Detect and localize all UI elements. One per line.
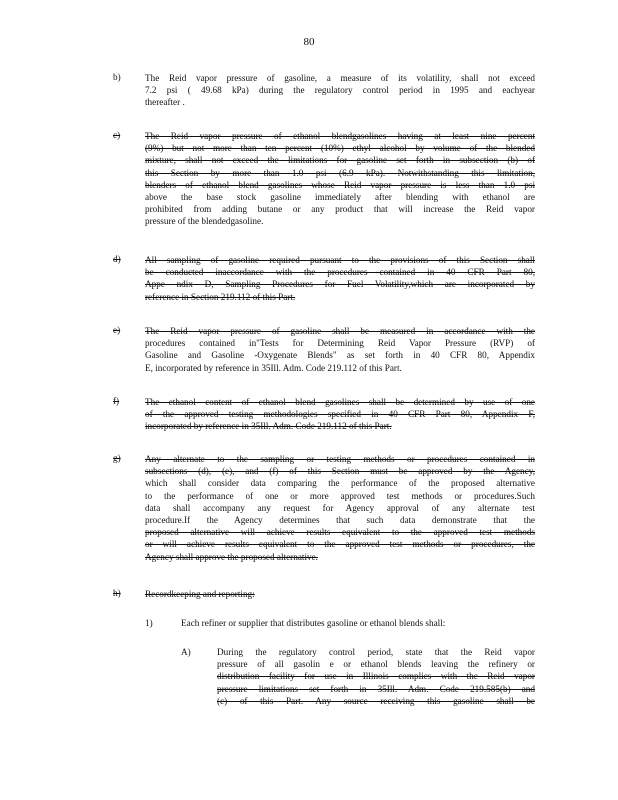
text-line: During the regulatory control period, state that the Reid vapor (217, 647, 535, 657)
deleted-text-line: Appe ndix D, Sampling Procedures for Fuel Volatility,which are incorporated by (145, 279, 535, 290)
deleted-text-line: Any alternate to the sampling or testing methods or procedures contained in (145, 454, 535, 464)
deleted-text-line: mixture, shall not exceed the limitations for gasoline set forth in subsection (b) of (145, 155, 535, 166)
text-line: above the base stock gasoline immediately after blending with ethanol are (145, 192, 535, 203)
deleted-text-line: Agency shall approve the proposed alternative. (145, 551, 318, 562)
text-line: 7.2 psi ( 49.68 kPa) during the regulatory control period in 1995 and eachyear (145, 85, 535, 96)
text-line: procedures contained in"Tests for Determining Reid Vapor Pressure (RVP) of (145, 338, 535, 349)
deleted-text-line: blenders of ethanol blend gasolines whose Reid vapor pressure is less than 1.0 psi (145, 179, 535, 190)
text-line: data shall accompany any request for Agency approval of any alternate test (145, 502, 535, 513)
text-line: E, incorporated by reference in 35Ill. Adm. Code 219.112 of this Part. (145, 362, 402, 373)
text-line: Each refiner or supplier that distributes gasoline or ethanol blends shall: (181, 618, 446, 628)
subsection-marker: g) (113, 453, 121, 463)
deleted-text-line: (c) of this Part. Any source receiving this gasoline shall be (217, 695, 535, 706)
text-line: The Reid vapor pressure of gasoline, a measure of its volatility, shall not exceed (145, 73, 535, 83)
subsection-marker: e) (113, 325, 121, 335)
subsection-marker: h) (113, 588, 121, 598)
deleted-text-line: (9%) but not more than ten percent (10%) ethyl alcohol by volume of the blended (145, 143, 535, 154)
deleted-text-line: or will achieve results equivalent to the approved test methods or procedures, the (145, 539, 535, 550)
text-line: procedure.If the Agency determines that such data demonstrate that the (145, 515, 535, 526)
deleted-text-line: Recordkeeping and reporting: (145, 589, 255, 599)
subsection-marker: b) (113, 72, 121, 82)
deleted-text-line: proposed alternative will achieve results equivalent to the approved test methods (145, 527, 535, 538)
text-line: pressure of the blendedgasoline. (145, 216, 264, 227)
deleted-text-line: be conducted inaccordance with the procedures contained in 40 CFR Part 80, (145, 267, 535, 278)
deleted-text-line: distribution facility for use in Illinois complies with the Reid vapor (217, 671, 535, 682)
page-number: 80 (303, 36, 315, 48)
deleted-text-line: subsections (d), (e), and (f) of this Section must be approved by the Agency, (145, 466, 535, 477)
paragraph-marker: 1) (145, 618, 153, 628)
text-line: thereafter . (145, 97, 185, 108)
subsection-marker: d) (113, 254, 121, 264)
deleted-text-line: All sampling of gasoline required pursuant to the provisions of this Section shall (145, 255, 535, 265)
deleted-text-line: pressure limitations set forth in 35Ill. Adm. Code 219.585(b) and (217, 683, 535, 694)
deleted-text-line: of the approved testing methodologies specified in 40 CFR Part 80, Appendix F, (145, 409, 535, 420)
text-line: which shall consider data comparing the performance of the proposed alternative (145, 478, 535, 489)
subsection-marker: c) (113, 130, 121, 140)
text-line: prohibited from adding butane or any product that will increase the Reid vapor (145, 204, 535, 215)
deleted-text-line: this Section by more than 1.0 psi (6.9 kPa). Notwithstanding this limitation, (145, 167, 535, 178)
deleted-text-line: reference in Section 219.112 of this Part. (145, 291, 296, 302)
text-line: pressure of all gasolin e or ethanol blends leaving the refinery or (217, 659, 535, 670)
deleted-text-line: The Reid vapor pressure of ethanol blendgasolines having at least nine percent (145, 131, 535, 141)
subparagraph-marker: A) (181, 647, 191, 657)
deleted-text-line: The Reid vapor pressure of gasoline shall be measured in accordance with the (145, 326, 535, 336)
deleted-text-line: The ethanol content of ethanol blend gasolines shall be determined by use of one (145, 397, 535, 407)
text-line: to the performance of one or more approved test methods or procedures.Such (145, 490, 535, 501)
deleted-text-line: incorporated by reference in 35Ill. Adm. Code 219.112 of this Part. (145, 421, 392, 432)
subsection-marker: f) (113, 396, 120, 406)
text-line: Gasoline and Gasoline -Oxygenate Blends" as set forth in 40 CFR 80, Appendix (145, 350, 535, 361)
